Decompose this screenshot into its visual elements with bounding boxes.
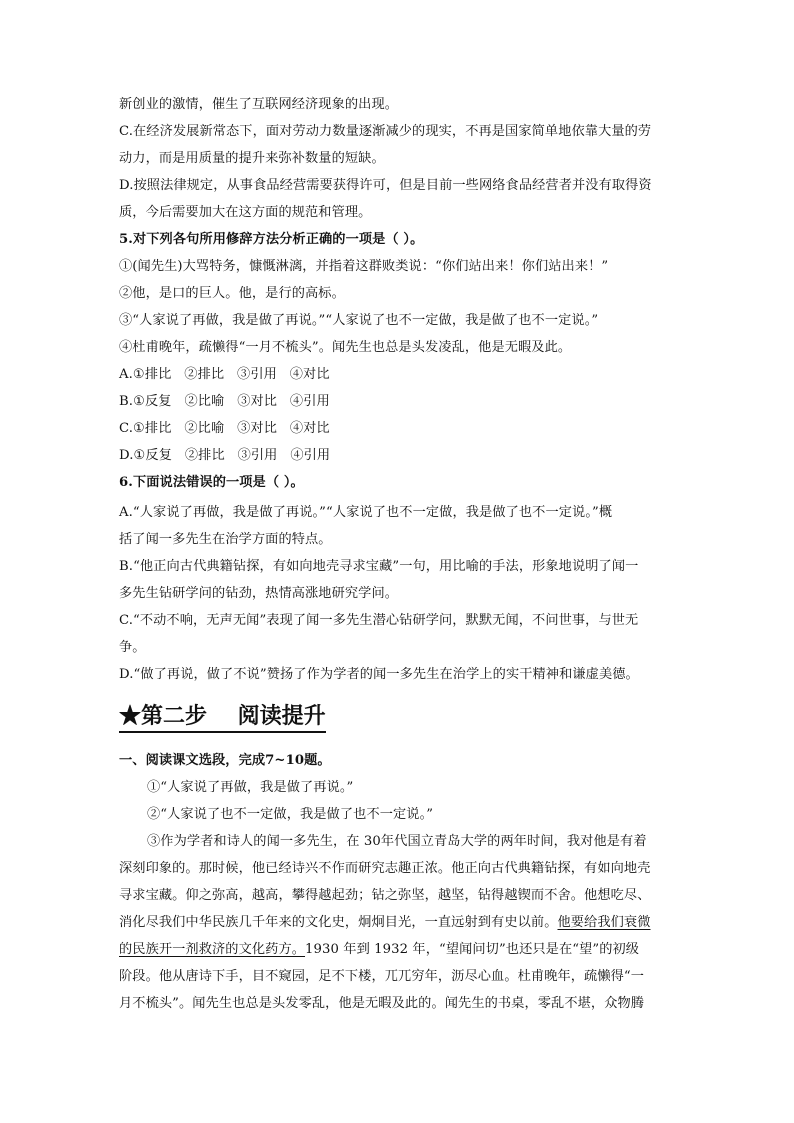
q6-option-a-line1: A.“人家说了再做，我是做了再说。”“人家说了也不一定做，我是做了也不一定说。”概	[119, 505, 613, 520]
q5-sentence-2: ②他，是口的巨人。他，是行的高标。	[119, 286, 345, 301]
q5-sentence-4: ④杜甫晚年，疏懒得“一月不梳头”。闻先生也总是头发凌乱，他是无暇及此。	[119, 340, 572, 355]
q6-option-b-line2: 多先生钻研学问的钻劲，热情高涨地研究学问。	[119, 586, 399, 601]
option-d-line1: D.按照法律规定，从事食品经营需要获得许可，但是目前一些网络食品经营者并没有取得资	[119, 178, 652, 193]
reading-para-3-line3: 寻求宝藏。仰之弥高，越高，攀得越起劲；钻之弥坚，越坚，钻得越锲而不舍。他想吃尽、	[119, 888, 651, 903]
reading-para-3-line1: ③作为学者和诗人的闻一多先生，在 30年代国立青岛大学的两年时间，我对他是有着	[147, 834, 647, 849]
option-c-line2: 动力，而是用质量的提升来弥补数量的短缺。	[119, 151, 385, 166]
section-title: ★第二步 阅读提升	[119, 703, 326, 729]
reading-para-3-line4	[119, 914, 679, 932]
text-segment: 消化尽我们中华民族几千年来的文化史，炯炯目光，一直远射到有史以前。	[119, 915, 558, 930]
text-line: 新创业的激情，催生了互联网经济现象的出现。	[119, 97, 399, 112]
reading-para-3-line6: 阶段。他从唐诗下手，目不窥园，足不下楼，兀兀穷年，沥尽心血。杜甫晚年，疏懒得“一	[119, 969, 645, 984]
q6-option-d: D.“做了再说，做了不说”赞扬了作为学者的闻一多先生在治学上的实干精神和谦虚美德。	[119, 667, 639, 682]
question-5-title: 5.对下列各句所用修辞方法分析正确的一项是（ ）。	[119, 232, 424, 247]
q5-sentence-1: ①(闻先生)大骂特务，慷慨淋漓，并指着这群败类说：“你们站出来！你们站出来！”	[119, 259, 609, 274]
section-heading	[119, 701, 326, 731]
section-underline	[119, 731, 326, 733]
underlined-sentence-end: 的民族开一剂救济的文化药方。	[119, 942, 306, 957]
q6-option-c-line1: C.“不动不响，无声无闻”表现了闻一多先生潜心钻研学问，默默无闻，不问世事，与世无	[119, 613, 639, 628]
reading-para-1: ①“人家说了再做，我是做了再说。”	[147, 780, 354, 795]
reading-heading: 一、阅读课文选段，完成7~10题。	[119, 753, 331, 768]
option-c-line1: C.在经济发展新常态下，面对劳动力数量逐渐减少的现实，不再是国家简单地依靠大量的劳	[119, 124, 652, 139]
q6-option-b-line1: B.“他正向古代典籍钻探，有如向地壳寻求宝藏”一句，用比喻的手法，形象地说明了闻一	[119, 559, 639, 574]
reading-para-3-line5	[119, 941, 679, 959]
q6-option-c-line2: 争。	[119, 640, 146, 655]
option-d-line2: 质，今后需要加大在这方面的规范和管理。	[119, 205, 372, 220]
underlined-sentence-start: 他要给我们衰微	[557, 915, 651, 930]
q5-option-b: B.①反复 ②比喻 ③对比 ④引用	[119, 394, 330, 409]
q5-sentence-3: ③“人家说了再做，我是做了再说。”“人家说了也不一定做，我是做了也不一定说。”	[119, 313, 599, 328]
q6-option-a-line2: 括了闻一多先生在治学方面的特点。	[119, 532, 332, 547]
reading-para-3-line7: 月不梳头”。闻先生也总是头发零乱，他是无暇及此的。闻先生的书桌，零乱不堪，众物腾	[119, 996, 645, 1011]
q5-option-d: D.①反复 ②排比 ③引用 ④引用	[119, 448, 331, 463]
reading-para-3-line2: 深刻印象的。那时候，他已经诗兴不作而研究志趣正浓。他正向古代典籍钻探，有如向地壳	[119, 861, 651, 876]
question-6-title: 6.下面说法错误的一项是（ ）。	[119, 475, 304, 490]
text-segment: 1930 年到 1932 年，“望闻问切”也还只是在“望”的初级	[305, 942, 640, 957]
reading-para-2: ②“人家说了也不一定做，我是做了也不一定说。”	[147, 807, 434, 822]
q5-option-a: A.①排比 ②排比 ③引用 ④对比	[119, 367, 330, 382]
q5-option-c: C.①排比 ②比喻 ③对比 ④对比	[119, 421, 330, 436]
